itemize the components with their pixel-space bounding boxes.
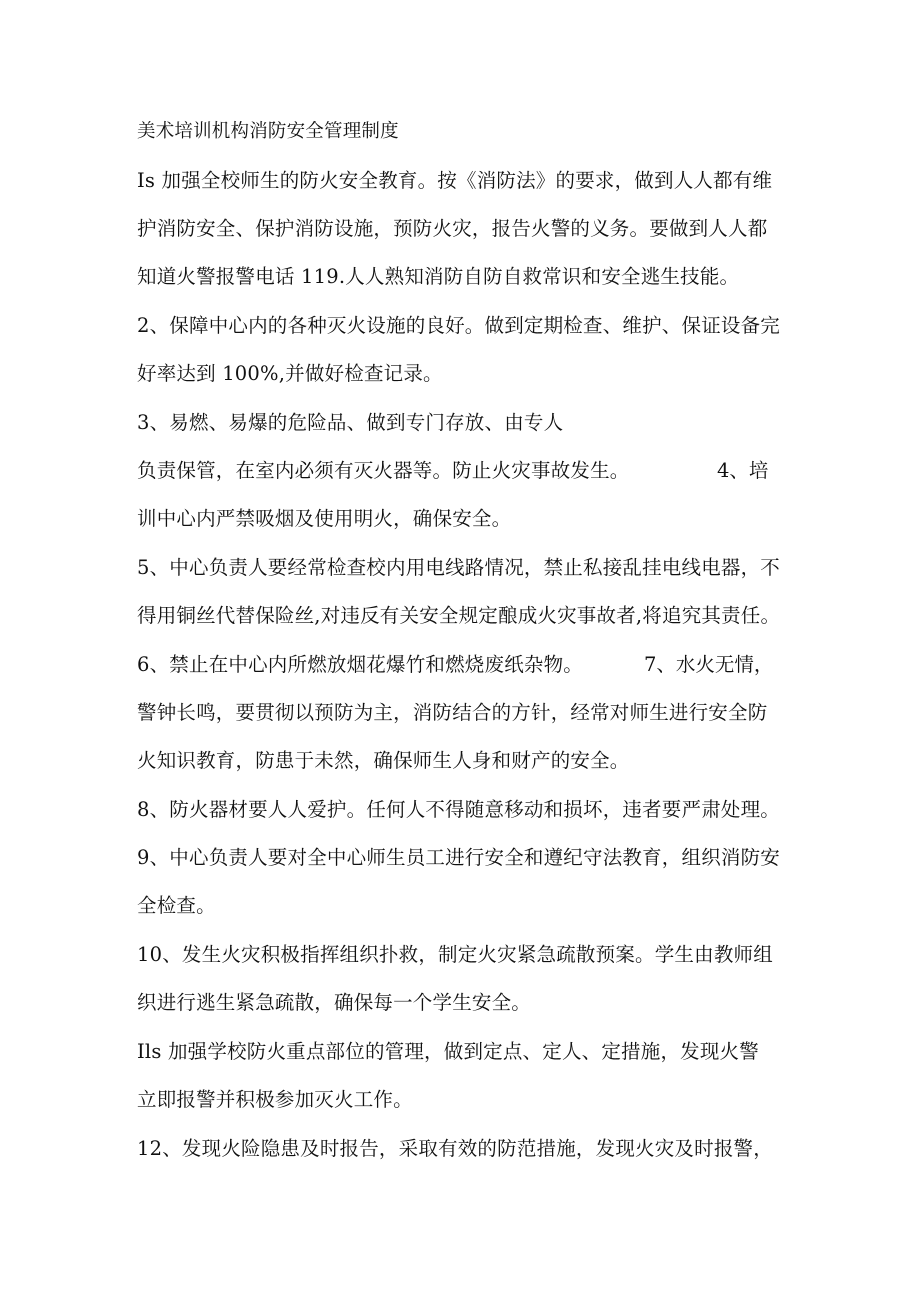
text-line-10: 得用铜丝代替保险丝,对违反有关安全规定酿成火灾事故者,将追究其责任。 [137,604,781,627]
text-line-8: 训中心内严禁吸烟及使用明火，确保安全。 [137,507,512,530]
text-line-9: 5、中心负责人要经常检查校内用电线路情况，禁止私接乱挂电线电器，不 [137,556,781,579]
text-line-3: 知道火警报警电话 119.人人熟知消防自防自救常识和安全逃生技能。 [137,265,740,288]
text-line-1: Is 加强全校师生的防火安全教育。按《消防法》的要求，做到人人都有维 [137,169,773,192]
text-line-4: 2、保障中心内的各种灭火设施的良好。做到定期检查、维护、保证设备完 [137,314,781,337]
text-line-2: 护消防安全、保护消防设施，预防火灾，报告火警的义务。要做到人人都 [137,217,768,240]
text-line-18: 织进行逃生紧急疏散，确保每一个学生安全。 [137,991,532,1014]
item-4-start: 4、培 [717,459,769,482]
text-line-16: 全检查。 [137,894,216,917]
text-line-11: 6、禁止在中心内所燃放烟花爆竹和燃烧废纸杂物。 [137,653,584,676]
text-line-19: Ils 加强学校防火重点部位的管理，做到定点、定人、定措施，发现火警 [137,1040,759,1063]
text-line-7: 负责保管，在室内必须有灭火器等。防止火灾事故发生。 [137,459,630,482]
text-line-15: 9、中心负责人要对全中心师生员工进行安全和遵纪守法教育，组织消防安 [137,846,781,869]
text-line-5: 好率达到 100%,并做好检查记录。 [137,362,443,385]
text-line-13: 火知识教育，防患于未然，确保师生人身和财产的安全。 [137,749,630,772]
item-7-start: 7、水火无情， [644,653,774,676]
text-line-14: 8、防火器材要人人爱护。任何人不得随意移动和损坏，违者要严肃处理。 [137,798,781,821]
text-line-20: 立即报警并积极参加灭火工作。 [137,1088,413,1111]
text-line-17: 10、发生火灾积极指挥组织扑救，制定火灾紧急疏散预案。学生由教师组 [137,943,773,966]
document-title: 美术培训机构消防安全管理制度 [137,121,399,142]
text-line-12: 警钟长鸣，要贯彻以预防为主，消防结合的方针，经常对师生进行安全防 [137,701,768,724]
text-line-21: 12、发现火险隐患及时报告，采取有效的防范措施，发现火灾及时报警， [137,1137,773,1160]
text-line-6: 3、易燃、易爆的危险品、做到专门存放、由专人 [137,411,564,434]
